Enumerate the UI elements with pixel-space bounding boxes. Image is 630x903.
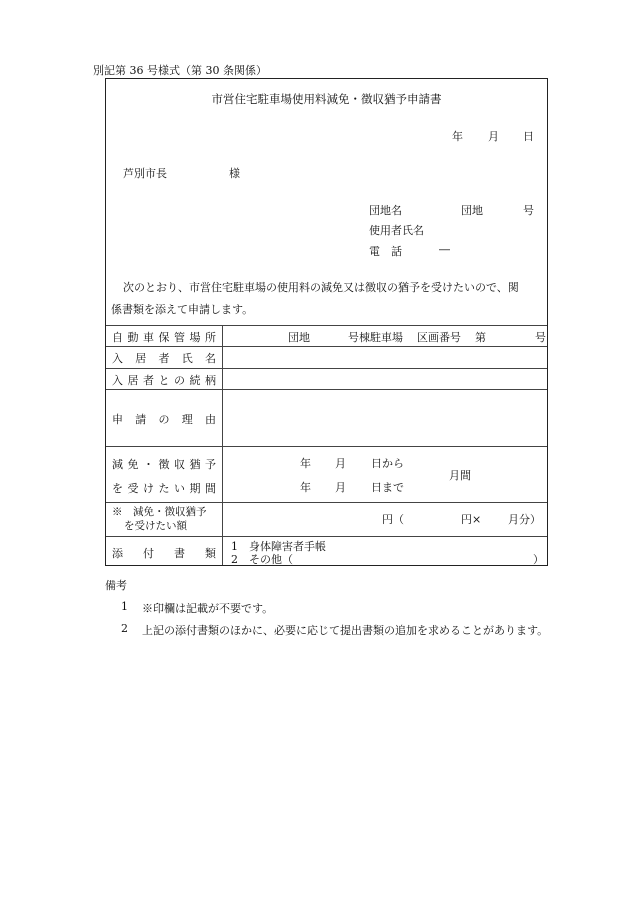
note-number: 1 — [121, 600, 128, 613]
parking-dai: 第 — [475, 331, 486, 344]
note-number: 2 — [121, 622, 128, 635]
phone-dash: ― — [439, 243, 450, 256]
form-title: 市営住宅駐車場使用料減免・徴収猶予申請書 — [211, 92, 442, 106]
attachment-item-2-close: ） — [533, 553, 544, 566]
row-divider — [106, 346, 547, 347]
attachment-item-1[interactable]: 1 身体障害者手帳 — [231, 540, 326, 553]
statement-line-1: 次のとおり、市営住宅駐車場の使用料の減免又は徴収の猶予を受けたいので、関 — [123, 281, 519, 294]
period-label-line-2: を受けたい期間 — [112, 482, 216, 495]
relation-field[interactable] — [226, 370, 544, 388]
parking-location-label: 自動車保管場所 — [112, 331, 216, 344]
phone-label: 電 話 — [369, 245, 402, 258]
relation-label: 入居者との続柄 — [112, 374, 216, 387]
row-divider — [106, 389, 547, 390]
period-months[interactable]: 月間 — [449, 469, 471, 482]
period-to-year[interactable]: 年 — [300, 481, 311, 494]
row-divider — [106, 446, 547, 447]
period-to-day[interactable]: 日まで — [371, 481, 404, 494]
amount-yen-open[interactable]: 円（ — [382, 513, 404, 526]
form-number: 別記第 36 号様式（第 30 条関係） — [93, 64, 267, 77]
parking-go: 号 — [535, 331, 546, 344]
date-day-field[interactable]: 日 — [523, 130, 534, 143]
period-from-day[interactable]: 日から — [371, 457, 404, 470]
addressee-name: 芦別市長 — [123, 167, 167, 180]
resident-name-field[interactable] — [226, 348, 544, 366]
period-to-month[interactable]: 月 — [335, 481, 346, 494]
amount-label-line-2: を受けたい額 — [124, 520, 187, 532]
period-from-year[interactable]: 年 — [300, 457, 311, 470]
reason-field[interactable] — [226, 392, 544, 444]
row-divider — [106, 536, 547, 537]
notes-title: 備考 — [105, 579, 127, 592]
reason-label: 申請の理由 — [112, 413, 216, 426]
label-column-divider — [222, 325, 223, 565]
row-divider — [106, 502, 547, 503]
addressee-honorific: 様 — [229, 167, 240, 180]
date-year-field[interactable]: 年 — [452, 130, 463, 143]
danchi-suffix: 団地 — [461, 204, 483, 217]
resident-name-label: 入居者氏名 — [112, 352, 216, 365]
note-text: 上記の添付書類のほかに、必要に応じて提出書類の追加を求めることがあります。 — [142, 624, 549, 637]
danchi-name-label: 団地名 — [369, 204, 402, 217]
parking-section[interactable]: 区画番号 — [417, 331, 461, 344]
table-top-border — [106, 325, 547, 326]
date-month-field[interactable]: 月 — [488, 130, 499, 143]
parking-building[interactable]: 号棟駐車場 — [348, 331, 403, 344]
row-divider — [106, 368, 547, 369]
note-text: ※印欄は記載が不要です。 — [142, 602, 274, 615]
parking-danchi[interactable]: 団地 — [288, 331, 310, 344]
user-name-label: 使用者氏名 — [369, 224, 424, 237]
statement-line-2: 係書類を添えて申請します。 — [111, 303, 254, 316]
period-label-line-1: 減免・徴収猶予 — [112, 458, 216, 471]
amount-months-close[interactable]: 月分） — [508, 513, 541, 526]
number-suffix: 号 — [523, 204, 534, 217]
attachments-label: 添付書類 — [112, 547, 216, 560]
application-form — [105, 78, 548, 566]
amount-label-line-1: ※ 減免・徴収猶予 — [112, 506, 207, 518]
period-from-month[interactable]: 月 — [335, 457, 346, 470]
attachment-item-2[interactable]: 2 その他（ — [231, 553, 293, 566]
amount-yen-times[interactable]: 円× — [461, 513, 482, 526]
